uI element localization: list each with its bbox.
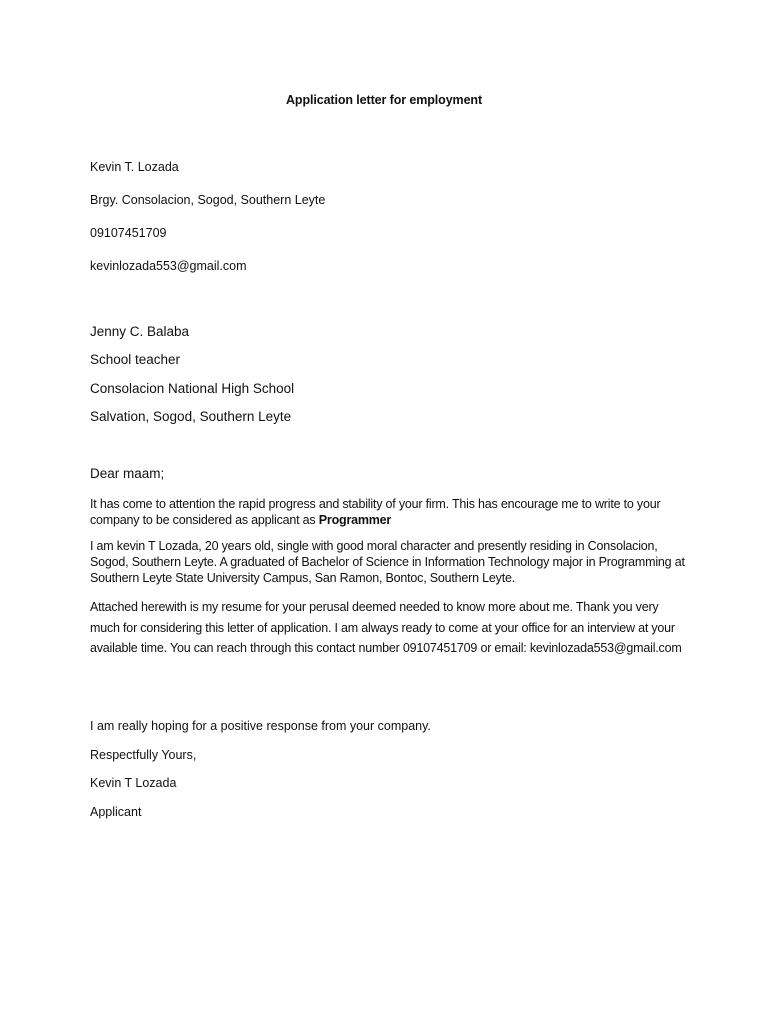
signature-name: Kevin T Lozada xyxy=(90,776,177,790)
recipient-school: Consolacion National High School xyxy=(90,381,295,396)
recipient-name: Jenny C. Balaba xyxy=(90,324,190,339)
paragraph-background: I am kevin T Lozada, 20 years old, single with good moral character and presently residing in Consolacion, Sogod, Southern Leyte. A graduated of Bachelor of Science in Information Technology major in Programming at Southern Leyte State University Campus, San Ramon, Bontoc, Southern Leyte. xyxy=(90,539,685,585)
salutation: Dear maam; xyxy=(90,466,165,481)
closing-line: I am really hoping for a positive response from your company. xyxy=(90,719,431,733)
valediction: Respectfully Yours, xyxy=(90,748,197,762)
sender-email: kevinlozada553@gmail.com xyxy=(90,259,247,273)
recipient-address: Salvation, Sogod, Southern Leyte xyxy=(90,409,292,424)
paragraph-intro xyxy=(90,496,690,528)
sender-phone: 09107451709 xyxy=(90,226,167,240)
sender-name: Kevin T. Lozada xyxy=(90,160,179,174)
signature-role: Applicant xyxy=(90,805,142,819)
paragraph-intro-text: It has come to attention the rapid progress and stability of your firm. This has encourage me to write to your company to be considered as applicant as xyxy=(90,497,661,527)
recipient-position: School teacher xyxy=(90,352,181,367)
document-title: Application letter for employment xyxy=(285,93,483,107)
position-applied: Programmer xyxy=(318,513,392,527)
paragraph-resume: Attached herewith is my resume for your perusal deemed needed to know more about me. Thank you very much for considering this letter of application. I am always ready to come at your office for an interview at your available time. You can reach through this contact number 09107451709 or email: kevinlozada553@gmail.com xyxy=(90,600,682,655)
sender-address: Brgy. Consolacion, Sogod, Southern Leyte xyxy=(90,193,326,207)
